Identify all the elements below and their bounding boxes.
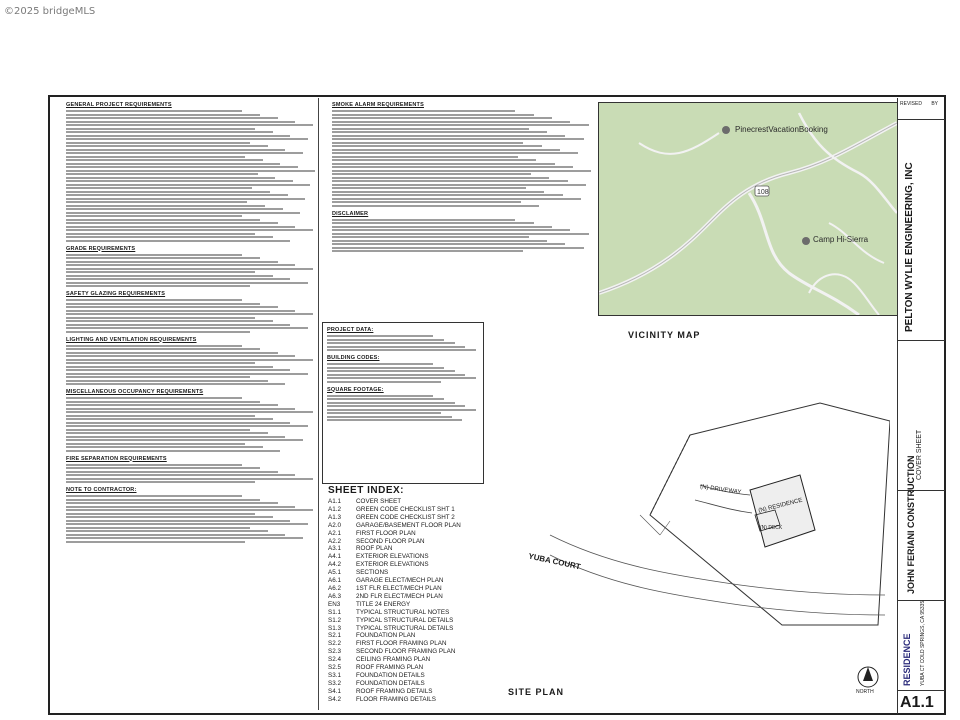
- illegible-text-line: [66, 495, 242, 497]
- illegible-text-line: [66, 159, 263, 161]
- illegible-text-line: [332, 135, 565, 137]
- illegible-text-line: [332, 159, 536, 161]
- sheet-number: A1.1: [900, 694, 934, 711]
- illegible-text-line: [66, 138, 308, 140]
- illegible-text-line: [66, 177, 275, 179]
- illegible-text-line: [332, 166, 573, 168]
- square-footage-heading: SQUARE FOOTAGE:: [327, 386, 384, 393]
- smoke-alarm-heading: SMOKE ALARM REQUIREMENTS: [332, 102, 424, 108]
- sheet-title-cell: SECOND FLOOR PLAN: [356, 537, 425, 545]
- sheet-title-cell: FOUNDATION DETAILS: [356, 679, 425, 687]
- sheet-number-cell: A1.2: [328, 505, 341, 513]
- sheet-title-cell: SECTIONS: [356, 569, 389, 577]
- road-label: 108: [757, 189, 769, 196]
- illegible-text-line: [66, 345, 242, 347]
- illegible-text-line: [332, 117, 552, 119]
- illegible-text-line: [66, 114, 260, 116]
- illegible-text-line: [66, 173, 258, 175]
- sheet-number-cell: S3.1: [328, 671, 341, 679]
- illegible-text-line: [327, 339, 444, 341]
- sheet-number-cell: A6.2: [328, 584, 341, 592]
- illegible-text-line: [66, 198, 305, 200]
- illegible-text-line: [332, 240, 547, 242]
- illegible-text-line: [332, 152, 578, 154]
- sheet-number-cell: S3.2: [328, 679, 341, 687]
- sheet-index-row: [322, 545, 482, 553]
- illegible-text-line: [327, 342, 455, 344]
- sheet-number-cell: A2.2: [328, 537, 341, 545]
- north-arrow-label: NORTH: [856, 689, 874, 695]
- illegible-text-line: [66, 383, 285, 385]
- vicinity-map-title: VICINITY MAP: [628, 330, 701, 340]
- illegible-text-line: [332, 243, 565, 245]
- engineer-block: [898, 120, 945, 341]
- sheet-title-cell: EXTERIOR ELEVATIONS: [356, 553, 429, 561]
- illegible-text-line: [327, 395, 433, 397]
- sheet-title-cell: 1ST FLR ELECT/MECH PLAN: [356, 584, 442, 592]
- sheet-number-cell: EN3: [328, 600, 341, 608]
- illegible-text-line: [332, 201, 521, 203]
- illegible-text-line: [66, 275, 273, 277]
- illegible-text-line: [66, 450, 280, 452]
- illegible-text-line: [332, 124, 589, 126]
- illegible-text-line: [66, 222, 278, 224]
- illegible-text-line: [66, 439, 303, 441]
- illegible-text-line: [66, 215, 242, 217]
- vicinity-place-label: PinecrestVacationBooking: [735, 125, 828, 134]
- illegible-text-line: [66, 191, 270, 193]
- site-plan: [490, 325, 890, 710]
- illegible-text-line: [66, 268, 313, 270]
- illegible-text-line: [327, 349, 476, 351]
- sheet-number-cell: A2.1: [328, 529, 341, 537]
- project-data-heading: PROJECT DATA:: [327, 327, 374, 333]
- sheet-number-cell: S2.2: [328, 640, 341, 648]
- occupancy-heading: MISCELLANEOUS OCCUPANCY REQUIREMENTS: [66, 389, 204, 395]
- illegible-text-line: [66, 313, 313, 315]
- sheet-number-cell: A4.1: [328, 553, 341, 561]
- illegible-text-line: [66, 432, 268, 434]
- illegible-text-line: [66, 149, 285, 151]
- illegible-text-line: [66, 135, 290, 137]
- illegible-text-line: [66, 401, 260, 403]
- sheet-index-row: [322, 498, 482, 506]
- sheet-index-row: [322, 696, 482, 704]
- illegible-text-line: [66, 166, 298, 168]
- illegible-text-line: [332, 138, 584, 140]
- vicinity-map-graphic: [599, 103, 897, 315]
- revised-label: REVISED: [900, 101, 922, 107]
- illegible-text-line: [332, 236, 529, 238]
- illegible-text-line: [332, 170, 591, 172]
- sheet-title-cell: FOUNDATION PLAN: [356, 632, 416, 640]
- illegible-text-line: [66, 285, 250, 287]
- sheet-number-cell: A5.1: [328, 569, 341, 577]
- illegible-text-line: [332, 142, 523, 144]
- illegible-text-line: [66, 467, 260, 469]
- sheet-type: COVER SHEET: [916, 429, 923, 480]
- illegible-text-line: [66, 348, 260, 350]
- sheet-number-cell: S4.2: [328, 695, 341, 703]
- sheet-title-cell: GREEN CODE CHECKLIST SHT 2: [356, 513, 455, 521]
- notes-block-4: [66, 345, 318, 386]
- illegible-text-line: [66, 352, 278, 354]
- site-plan-title: SITE PLAN: [508, 687, 565, 697]
- illegible-text-line: [66, 411, 313, 413]
- illegible-text-line: [66, 359, 313, 361]
- notes-block-1: [66, 110, 318, 242]
- illegible-text-line: [66, 233, 255, 235]
- sheet-index-row: [322, 561, 482, 569]
- notes-block-3: [66, 299, 318, 333]
- illegible-text-line: [332, 222, 534, 224]
- illegible-text-line: [66, 513, 255, 515]
- sheet-title-cell: 2ND FLR ELECT/MECH PLAN: [356, 592, 443, 600]
- project-name: RESIDENCE: [902, 633, 912, 686]
- project-address: YUBA CT COLD SPRINGS, CA 95335: [920, 600, 926, 686]
- sheet-index-row: [322, 648, 482, 656]
- illegible-text-line: [332, 247, 584, 249]
- illegible-text-line: [66, 184, 310, 186]
- contractor-name: JOHN FERIANI CONSTRUCTION: [906, 455, 916, 594]
- illegible-text-line: [66, 163, 280, 165]
- sheet-number-cell: S2.5: [328, 664, 341, 672]
- notes-block-6: [66, 464, 318, 484]
- note-to-contractor-heading: NOTE TO CONTRACTOR:: [66, 487, 137, 493]
- illegible-text-line: [332, 163, 555, 165]
- sheet-index-row: [322, 538, 482, 546]
- illegible-text-line: [66, 404, 278, 406]
- site-plan-drawing: [490, 325, 890, 710]
- sheet-title-cell: GREEN CODE CHECKLIST SHT 1: [356, 505, 455, 513]
- sheet-title-cell: CEILING FRAMING PLAN: [356, 656, 431, 664]
- notes-block-5: [66, 397, 318, 452]
- contractor-block: [898, 455, 945, 601]
- illegible-text-line: [66, 376, 250, 378]
- illegible-text-line: [327, 335, 433, 337]
- sheet-number-cell: A1.1: [328, 498, 341, 505]
- illegible-text-line: [327, 346, 465, 348]
- sheet-title-cell: GARAGE ELECT/MECH PLAN: [356, 577, 444, 585]
- sheet-index-row: [322, 640, 482, 648]
- sheet-index-row: [322, 577, 482, 585]
- illegible-text-line: [66, 506, 295, 508]
- illegible-text-line: [66, 478, 313, 480]
- sheet-index: [322, 485, 482, 704]
- notes-block-9: [332, 219, 594, 253]
- illegible-text-line: [327, 374, 465, 376]
- illegible-text-line: [66, 278, 290, 280]
- illegible-text-line: [332, 145, 542, 147]
- illegible-text-line: [332, 229, 570, 231]
- illegible-text-line: [66, 520, 290, 522]
- sheet-number-cell: S1.2: [328, 616, 341, 624]
- sheet-number-cell: S2.3: [328, 648, 341, 656]
- building-codes-heading: BUILDING CODES:: [327, 355, 380, 361]
- illegible-text-line: [66, 208, 283, 210]
- illegible-text-line: [327, 370, 455, 372]
- illegible-text-line: [332, 198, 581, 200]
- illegible-text-line: [66, 327, 308, 329]
- sheet-title-cell: TYPICAL STRUCTURAL DETAILS: [356, 624, 454, 632]
- street-label: YUBA COURT: [527, 551, 582, 572]
- sheet-title-cell: TYPICAL STRUCTURAL NOTES: [356, 608, 450, 616]
- illegible-text-line: [66, 415, 255, 417]
- illegible-text-line: [332, 194, 563, 196]
- revision-block: [898, 98, 945, 120]
- illegible-text-line: [66, 369, 290, 371]
- illegible-text-line: [332, 184, 586, 186]
- illegible-text-line: [66, 226, 295, 228]
- illegible-text-line: [66, 541, 245, 543]
- illegible-text-line: [66, 429, 250, 431]
- illegible-text-line: [66, 264, 295, 266]
- vicinity-map: [598, 102, 898, 316]
- illegible-text-line: [66, 310, 295, 312]
- illegible-text-line: [66, 425, 308, 427]
- illegible-text-line: [332, 191, 544, 193]
- sheet-title-cell: FLOOR FRAMING DETAILS: [356, 695, 437, 703]
- illegible-text-line: [66, 443, 245, 445]
- sheet-index-row: [322, 522, 482, 530]
- sheet-title-cell: ROOF FRAMING DETAILS: [356, 687, 433, 695]
- illegible-text-line: [332, 226, 552, 228]
- illegible-text-line: [66, 180, 293, 182]
- illegible-text-line: [66, 418, 273, 420]
- smoke-alarm-notes: [332, 98, 594, 308]
- disclaimer-heading: DISCLAIMER: [332, 210, 369, 217]
- sheet-index-row: [322, 688, 482, 696]
- sheet-number-cell: S4.1: [328, 687, 341, 695]
- illegible-text-line: [66, 303, 260, 305]
- sheet-index-row: [322, 680, 482, 688]
- illegible-text-line: [327, 402, 455, 404]
- illegible-text-line: [66, 317, 255, 319]
- illegible-text-line: [332, 110, 515, 112]
- sheet-number-cell: S1.3: [328, 624, 341, 632]
- sheet-title-cell: FIRST FLOOR PLAN: [356, 529, 416, 537]
- illegible-text-line: [66, 156, 245, 158]
- sheet-index-row: [322, 569, 482, 577]
- sheet-number-cell: A6.3: [328, 592, 341, 600]
- sheet-index-row: [322, 585, 482, 593]
- illegible-text-line: [66, 152, 303, 154]
- illegible-text-line: [66, 446, 263, 448]
- building-codes-lines: [323, 363, 483, 383]
- illegible-text-line: [66, 194, 288, 196]
- illegible-text-line: [66, 212, 300, 214]
- sheet-index-row: [322, 625, 482, 633]
- illegible-text-line: [66, 355, 295, 357]
- illegible-text-line: [66, 537, 303, 539]
- illegible-text-line: [66, 240, 290, 242]
- illegible-text-line: [66, 502, 278, 504]
- grade-requirements-heading: GRADE REQUIREMENTS: [66, 245, 136, 252]
- sheet-number-cell: A4.2: [328, 561, 341, 569]
- vicinity-camp-label: Camp Hi-Sierra: [813, 235, 869, 244]
- illegible-text-line: [332, 219, 515, 221]
- sheet-title-cell: GARAGE/BASEMENT FLOOR PLAN: [356, 521, 461, 529]
- residence-label: (N) RESIDENCE: [757, 497, 804, 515]
- illegible-text-line: [66, 236, 273, 238]
- fire-separation-heading: FIRE SEPARATION REQUIREMENTS: [66, 455, 167, 462]
- illegible-text-line: [66, 422, 290, 424]
- project-data-lines: [323, 335, 483, 351]
- sheet-title-cell: COVER SHEET: [356, 498, 402, 505]
- driveway-label: (N) DRIVEWAY: [699, 484, 742, 496]
- illegible-text-line: [332, 250, 523, 252]
- sheet-index-row: [322, 593, 482, 601]
- illegible-text-line: [66, 373, 308, 375]
- illegible-text-line: [66, 471, 278, 473]
- sheet-number-cell: A3.1: [328, 545, 341, 553]
- illegible-text-line: [327, 405, 465, 407]
- illegible-text-line: [66, 299, 242, 301]
- illegible-text-line: [66, 436, 285, 438]
- project-block: [898, 600, 945, 691]
- illegible-text-line: [66, 362, 255, 364]
- illegible-text-line: [66, 257, 260, 259]
- illegible-text-line: [66, 145, 268, 147]
- illegible-text-line: [327, 398, 444, 400]
- sheet-index-row: [322, 530, 482, 538]
- illegible-text-line: [66, 121, 295, 123]
- sheet-title-cell: FIRST FLOOR FRAMING PLAN: [356, 640, 447, 648]
- sheet-index-row: [322, 617, 482, 625]
- illegible-text-line: [332, 149, 560, 151]
- deck-label: (N) DECK: [760, 525, 783, 531]
- square-footage-lines: [323, 395, 483, 422]
- sheet-number-cell: A1.3: [328, 513, 341, 521]
- general-notes: [66, 98, 319, 710]
- watermark: ©2025 bridgeMLS: [4, 6, 96, 17]
- illegible-text-line: [66, 523, 308, 525]
- illegible-text-line: [66, 474, 295, 476]
- sheet-index-row: [322, 664, 482, 672]
- illegible-text-line: [66, 331, 250, 333]
- title-block: [897, 98, 945, 714]
- sheet-number-cell: S2.4: [328, 656, 341, 664]
- illegible-text-line: [66, 124, 313, 126]
- sheet-number-cell: A6.1: [328, 577, 341, 585]
- illegible-text-line: [66, 282, 308, 284]
- illegible-text-line: [66, 320, 273, 322]
- safety-glazing-heading: SAFETY GLAZING REQUIREMENTS: [66, 291, 166, 297]
- illegible-text-line: [332, 205, 539, 207]
- illegible-text-line: [66, 170, 315, 172]
- sheet-index-title: SHEET INDEX:: [328, 485, 405, 496]
- illegible-text-line: [332, 187, 526, 189]
- sheet-index-row: [322, 656, 482, 664]
- sheet-index-row: [322, 514, 482, 522]
- illegible-text-line: [66, 271, 255, 273]
- illegible-text-line: [66, 205, 265, 207]
- illegible-text-line: [66, 229, 313, 231]
- sheet-index-row: [322, 506, 482, 514]
- notes-block-2: [66, 254, 318, 288]
- illegible-text-line: [66, 366, 273, 368]
- lighting-ventilation-heading: LIGHTING AND VENTILATION REQUIREMENTS: [66, 336, 197, 343]
- by-label: BY: [931, 101, 939, 107]
- illegible-text-line: [66, 110, 242, 112]
- illegible-text-line: [66, 534, 285, 536]
- notes-block-7: [66, 495, 318, 543]
- illegible-text-line: [66, 481, 255, 483]
- sheet-number-cell: S1.1: [328, 608, 341, 616]
- illegible-text-line: [327, 416, 452, 418]
- illegible-text-line: [66, 142, 250, 144]
- sheet-index-row: [322, 609, 482, 617]
- notes-block-8: [332, 110, 594, 207]
- illegible-text-line: [66, 408, 295, 410]
- illegible-text-line: [66, 254, 242, 256]
- illegible-text-line: [66, 527, 250, 529]
- illegible-text-line: [327, 381, 441, 383]
- sheet-title-cell: TITLE 24 ENERGY: [356, 600, 411, 608]
- illegible-text-line: [332, 114, 534, 116]
- illegible-text-line: [327, 377, 476, 379]
- illegible-text-line: [327, 412, 441, 414]
- sheet-number-cell: A2.0: [328, 521, 341, 529]
- sheet-title-cell: FOUNDATION DETAILS: [356, 671, 425, 679]
- illegible-text-line: [66, 306, 278, 308]
- sheet-title-cell: ROOF PLAN: [356, 545, 393, 553]
- illegible-text-line: [66, 324, 290, 326]
- illegible-text-line: [332, 180, 568, 182]
- sheet-title-cell: ROOF FRAMING PLAN: [356, 664, 424, 672]
- illegible-text-line: [332, 173, 531, 175]
- illegible-text-line: [66, 516, 273, 518]
- illegible-text-line: [66, 261, 278, 263]
- project-data-box: [322, 322, 484, 484]
- sheet-index-row: [322, 672, 482, 680]
- illegible-text-line: [332, 121, 570, 123]
- illegible-text-line: [332, 177, 549, 179]
- illegible-text-line: [66, 117, 278, 119]
- illegible-text-line: [332, 233, 589, 235]
- sheet-index-row: [322, 601, 482, 609]
- engineer-firm: PELTON WYLIE ENGINEERING, INC: [904, 162, 915, 332]
- illegible-text-line: [66, 380, 268, 382]
- sheet-number-cell: S2.1: [328, 632, 341, 640]
- sheet-index-row: [322, 553, 482, 561]
- illegible-text-line: [327, 363, 433, 365]
- sheet-index-rows: [322, 498, 482, 704]
- illegible-text-line: [332, 128, 529, 130]
- illegible-text-line: [66, 464, 242, 466]
- illegible-text-line: [66, 201, 247, 203]
- illegible-text-line: [66, 530, 268, 532]
- sheet-index-row: [322, 632, 482, 640]
- illegible-text-line: [66, 128, 255, 130]
- illegible-text-line: [66, 219, 260, 221]
- illegible-text-line: [66, 499, 260, 501]
- general-requirements-heading: GENERAL PROJECT REQUIREMENTS: [66, 102, 172, 108]
- illegible-text-line: [66, 187, 252, 189]
- illegible-text-line: [332, 131, 547, 133]
- illegible-text-line: [66, 509, 313, 511]
- illegible-text-line: [327, 409, 476, 411]
- illegible-text-line: [66, 397, 242, 399]
- sheet-title-cell: EXTERIOR ELEVATIONS: [356, 561, 429, 569]
- illegible-text-line: [327, 367, 444, 369]
- illegible-text-line: [66, 131, 273, 133]
- sheet-title-cell: SECOND FLOOR FRAMING PLAN: [356, 648, 456, 656]
- sheet-title-cell: TYPICAL STRUCTURAL DETAILS: [356, 616, 454, 624]
- illegible-text-line: [327, 419, 462, 421]
- illegible-text-line: [332, 156, 518, 158]
